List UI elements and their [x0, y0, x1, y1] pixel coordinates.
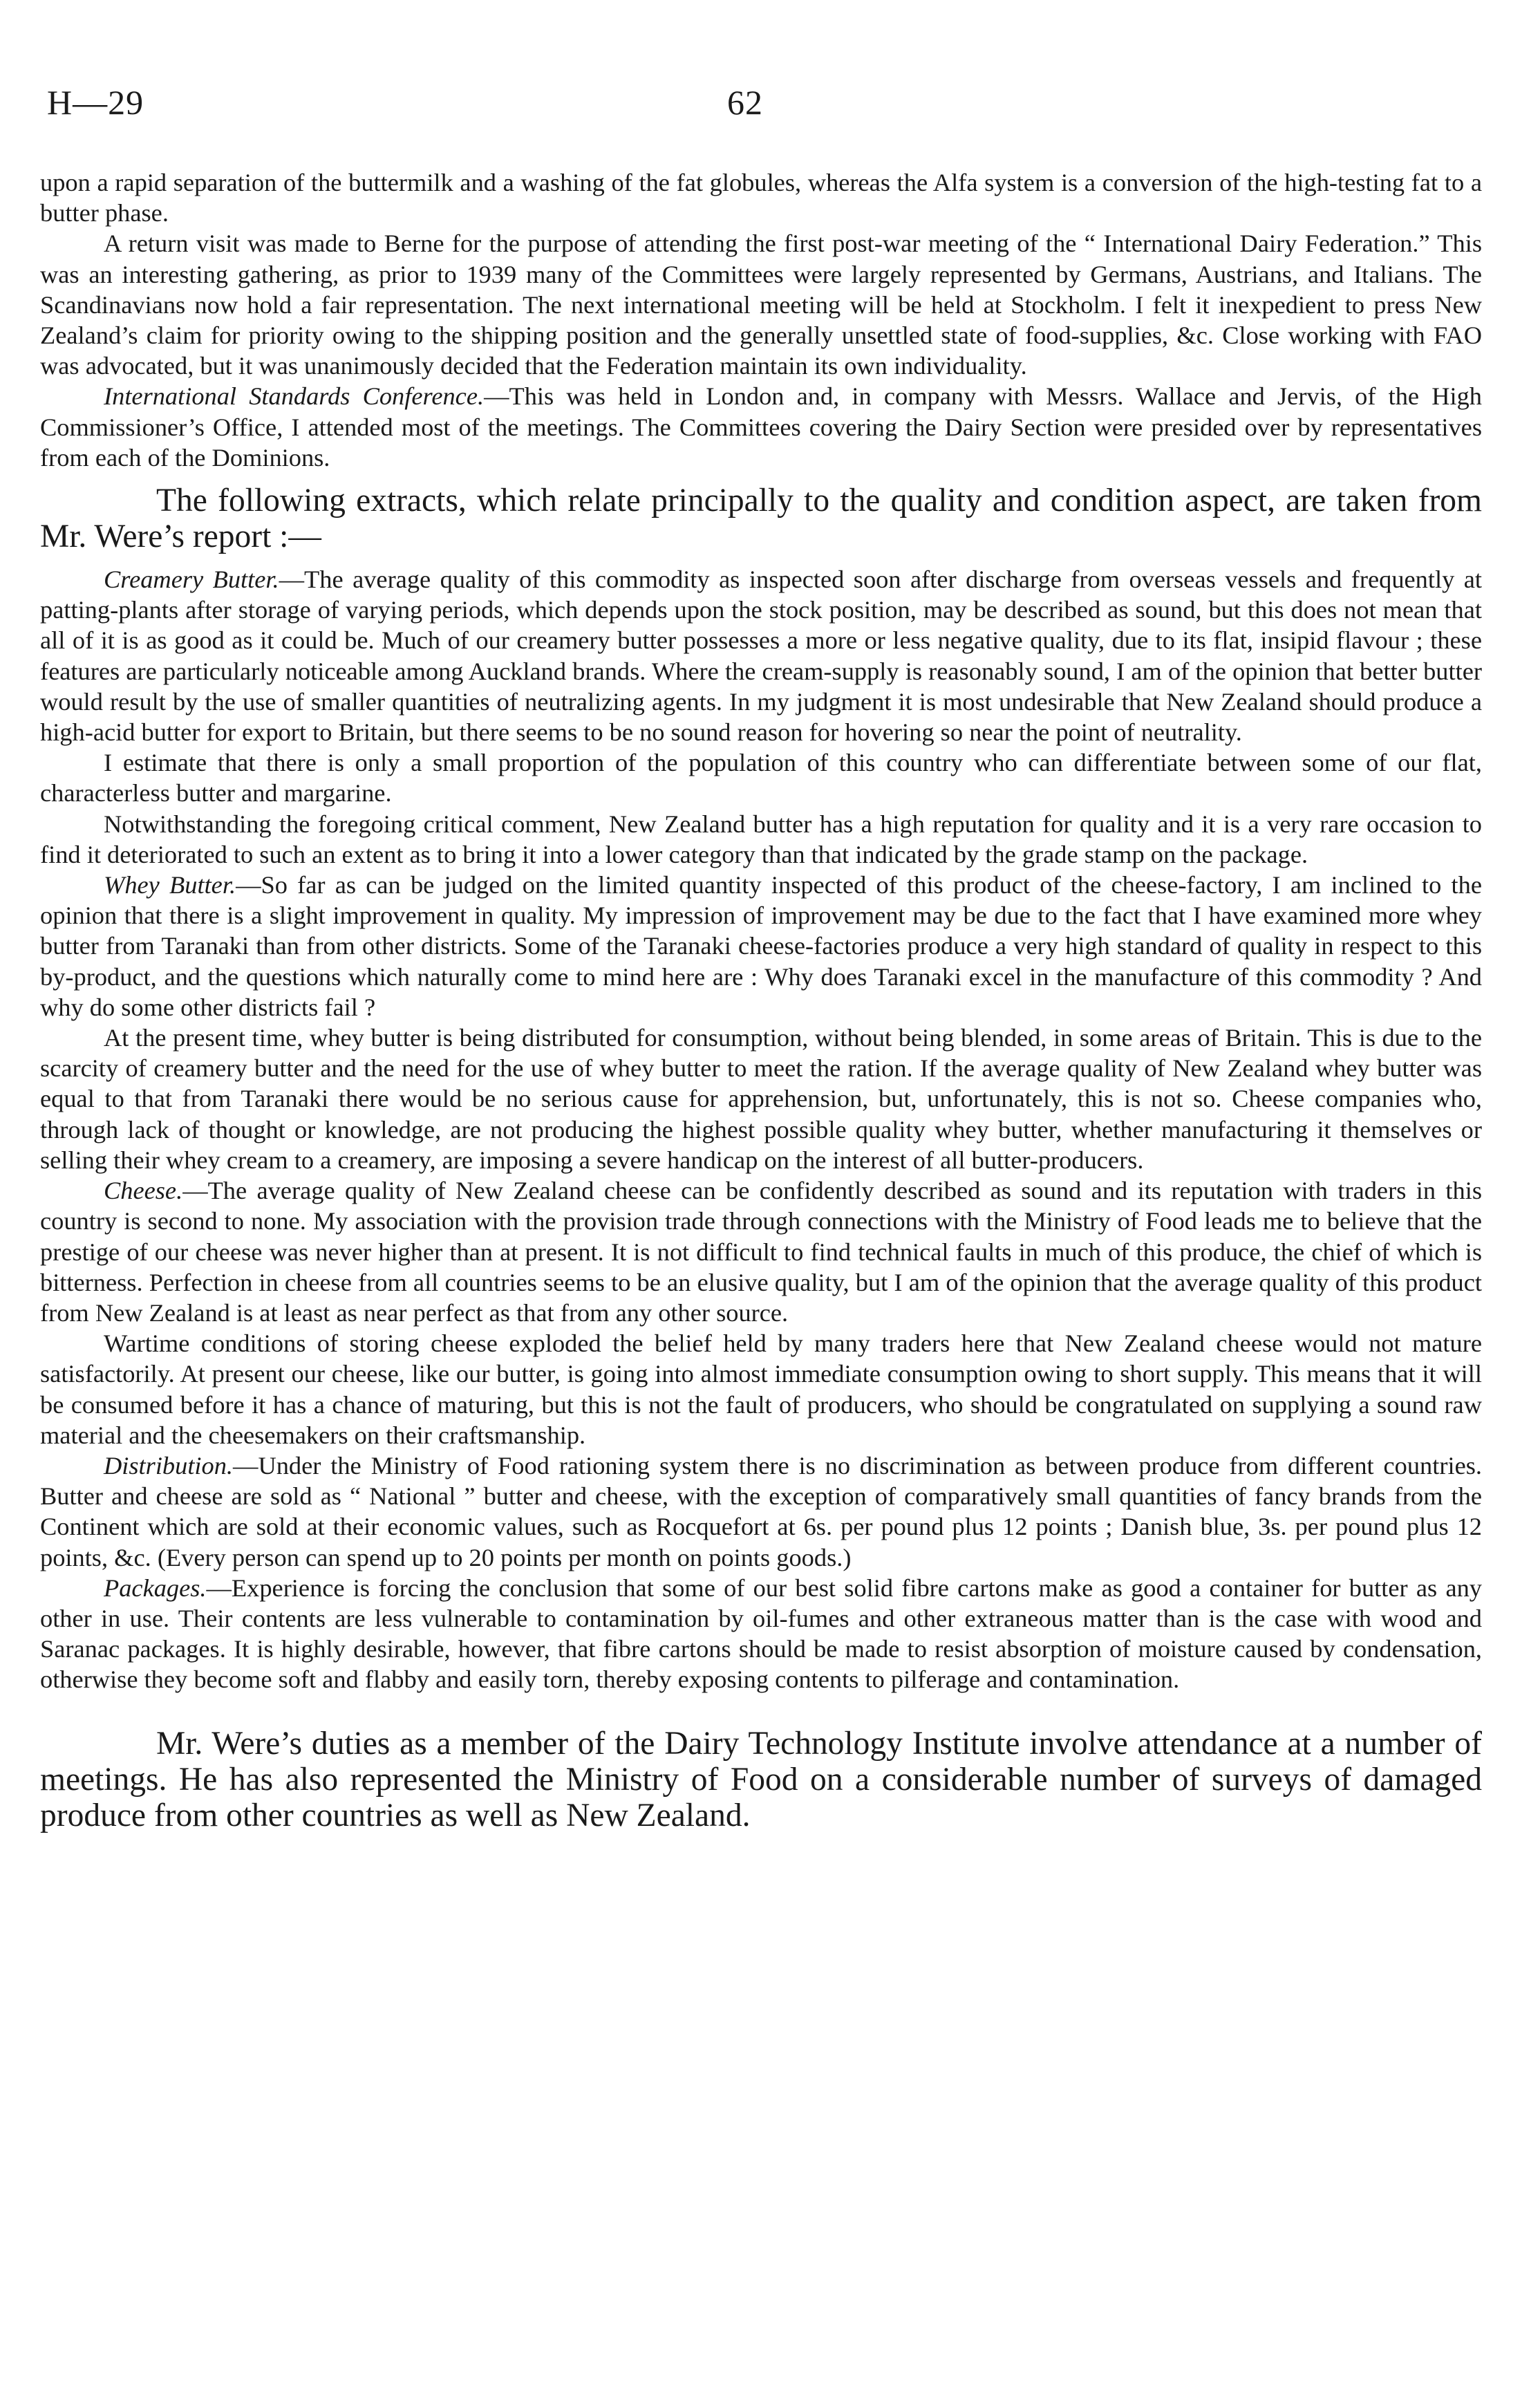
paragraph-text: The following extracts, which relate principally to the quality and condition aspect, are taken from Mr. Were’s report :— [40, 483, 1482, 555]
paragraph-text: At the present time, whey butter is being distributed for consumption, without being blended, in some areas of Britain. This is due to the scarcity of creamery butter and the need for the use of whey butter to meet the ration. If the average quality of New Zealand whey butter was equal to that from Taranaki there would be no serious cause for apprehension, but, unfortunately, this is not so. Cheese companies who, through lack of thought or knowledge, are not producing the highest possible quality whey butter, whether manufacturing it themselves or selling their whey cream to a creamery, are imposing a severe handicap on the interest of all butter-producers. [40, 1024, 1482, 1174]
paragraph-text: A return visit was made to Berne for the purpose of attending the first post-war meeting of the “ International Dairy Federation.” This was an interesting gathering, as prior to 1939 many of the Committees were largely represented by Germans, Austrians, and Italians. The Scandinavians now hold a fair representation. The next international meeting will be held at Stockholm. I felt it inexpedient to press New Zealand’s claim for priority owing to the shipping position and the generally unsettled state of food-supplies, &c. Close working with FAO was advocated, but it was unanimously decided that the Federation maintain its own individuality. [40, 230, 1482, 380]
section-heading: Distribution. [104, 1451, 234, 1479]
section-heading: Whey Butter. [104, 871, 236, 899]
paragraph-text: —This was held in London and, in company with Messrs. Wallace and Jervis, of the High Commissioner’s Office, I attended most of the meetings. The Committees covering the Dairy Section were presided over by representatives from each of the Dominions. [40, 382, 1483, 472]
paragraph [40, 564, 1482, 747]
paragraph [40, 1573, 1482, 1695]
paragraph-text: —Experience is forcing the conclusion that some of our best solid fibre cartons make as good a container for butter as any other in use. Their contents are less vulnerable to contamination by oil-fumes and other extraneous matter than is the case with wood and Saranac packages. It is highly desirable, however, that fibre cartons should be made to resist absorption of moisture caused by condensation, otherwise they become soft and flabby and easily torn, thereby exposing contents to pilferage and contamination. [40, 1574, 1482, 1694]
section-heading: Creamery Butter. [104, 566, 279, 594]
paragraph-text: —The average quality of this commodity as inspected soon after discharge from overseas vessels and frequently at patting-plants after storage of varying periods, which depends upon the stock position, may be described as sound, but this does not mean that all of it is as good as it could be. Much of our creamery butter possesses a more or less negative quality, due to its flat, insipid flavour ; these features are particularly noticeable among Auckland brands. Where the cream-supply is reasonably sound, I am of the opinion that better butter would result by the use of smaller quantities of neutralizing agents. In my judgment it is most undesirable that New Zealand should produce a high-acid butter for export to Britain, but there seems to be no sound reason for hovering so near the point of neutrality. [40, 566, 1482, 747]
section-heading: Cheese. [104, 1177, 183, 1205]
paragraph [40, 381, 1482, 473]
paragraph [40, 1023, 1482, 1175]
paragraph [40, 228, 1482, 381]
paragraph-text: —Under the Ministry of Food rationing system there is no discrimination as between produce from different countries. Butter and cheese are sold as “ National ” butter and cheese, with the exception of comparatively small quantities of fancy brands from the Continent which are sold at their economic values, such as Rocquefort at 6s. per pound plus 12 points ; Danish blue, 3s. per pound plus 12 points, &c. (Every person can spend up to 20 points per month on points goods.) [40, 1451, 1482, 1571]
paragraph-text: I estimate that there is only a small proportion of the population of this country who can differentiate between some of our flat, characterless butter and margarine. [40, 749, 1482, 808]
paragraph-large [40, 1726, 1482, 1833]
paragraph-text: upon a rapid separation of the buttermilk and a washing of the fat globules, whereas the Alfa system is a conversion of the high-testing fat to a butter phase. [40, 169, 1482, 227]
page-number: 62 [727, 83, 763, 122]
paragraph [40, 809, 1482, 870]
section-heading: International Standards Conference. [104, 382, 485, 411]
paragraph-text: —The average quality of New Zealand cheese can be confidently described as sound and its reputation with traders in this country is second to none. My association with the provision trade through connections with the Ministry of Food leads me to believe that the prestige of our cheese was never higher than at present. It is not difficult to find technical faults in much of this produce, the chief of which is bitterness. Perfection in cheese from all countries seems to be an elusive quality, but I am of the opinion that the average quality of this product from New Zealand is at least as near perfect as that from any other source. [40, 1177, 1482, 1327]
page-reference: H—29 [47, 83, 144, 122]
paragraph-text: Notwithstanding the foregoing critical comment, New Zealand butter has a high reputation for quality and it is a very rare occasion to find it deteriorated to such an extent as to bring it into a lower category than that indicated by the grade stamp on the package. [40, 810, 1482, 868]
paragraph-large [40, 483, 1482, 554]
paragraph-text: —So far as can be judged on the limited quantity inspected of this product of the cheese-factory, I am inclined to the opinion that there is a slight improvement in quality. My impression of improvement may be due to the fact that I have examined more whey butter from Taranaki than from other districts. Some of the Taranaki cheese-factories produce a very high standard of quality in respect to this by-product, and the questions which naturally come to mind here are : Why does Taranaki excel in the manufacture of this commodity ? And why do some other districts fail ? [40, 871, 1482, 1021]
document-body [40, 167, 1482, 1843]
paragraph-text: Wartime conditions of storing cheese exploded the belief held by many traders here that New Zealand cheese would not mature satisfactorily. At present our cheese, like our butter, is going into almost immediate consumption owing to short supply. This means that it will be consumed before it has a chance of maturing, but this is not the fault of producers, who should be congratulated on supplying a sound raw material and the cheesemakers on their craftsmanship. [40, 1329, 1482, 1449]
paragraph [40, 1175, 1482, 1328]
paragraph [40, 1450, 1482, 1573]
section-heading: Packages. [104, 1574, 207, 1602]
paragraph [40, 167, 1482, 228]
paragraph-text: Mr. Were’s duties as a member of the Dairy Technology Institute involve attendance at a number of meetings. He has also represented the Ministry of Food on a considerable number of surveys of damaged produce from other countries as well as New Zealand. [40, 1725, 1482, 1833]
paragraph [40, 870, 1482, 1023]
paragraph [40, 1328, 1482, 1450]
paragraph [40, 747, 1482, 808]
